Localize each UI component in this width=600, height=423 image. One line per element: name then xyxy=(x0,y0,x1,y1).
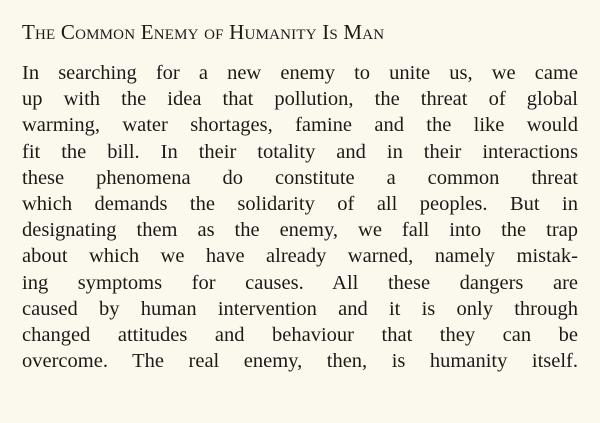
body-line: warming, water shortages, famine and the like would xyxy=(22,114,578,137)
body-line: overcome. The real enemy, then, is humanity itself. xyxy=(22,350,578,373)
body-line: ing symptoms for causes. All these dangers are xyxy=(22,271,578,294)
article-title: The Common Enemy of Humanity Is Man xyxy=(22,20,385,44)
body-line: about which we have already warned, namely mistak- xyxy=(22,245,578,268)
body-line: caused by human intervention and it is only through xyxy=(22,297,578,320)
body-line: fit the bill. In their totality and in their interactions xyxy=(22,140,578,163)
article-body xyxy=(22,60,578,374)
body-line: designating them as the enemy, we fall into the trap xyxy=(22,219,578,242)
body-line: In searching for a new enemy to unite us, we came xyxy=(22,62,578,84)
body-line: up with the idea that pollution, the threat of global xyxy=(22,88,578,111)
body-line: these phenomena do constitute a common threat xyxy=(22,166,578,189)
body-line: changed attitudes and behaviour that they can be xyxy=(22,323,578,346)
body-line: which demands the solidarity of all peoples. But in xyxy=(22,192,578,215)
